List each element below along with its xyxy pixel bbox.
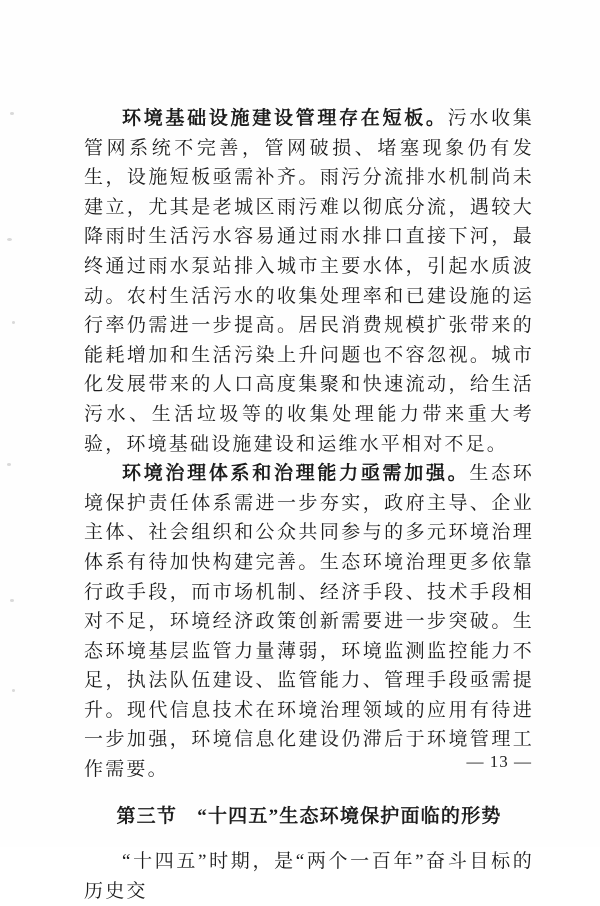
paragraph-governance — [84, 459, 534, 785]
paragraph-lead: 环境治理体系和治理能力亟需加强。 — [122, 463, 470, 485]
paragraph-lead: 环境基础设施建设管理存在短板。 — [122, 108, 448, 129]
page-number: — 13 — — [466, 752, 532, 771]
paragraph-closing: “十四五”时期，是“两个一百年”奋斗目标的历史交 — [84, 851, 534, 902]
scan-artifact — [7, 238, 12, 241]
paragraph-text: 污水收集管网系统不完善，管网破损、堵塞现象仍有发生，设施短板亟需补齐。雨污分流排水机制尚未建立，尤其是老城区雨污难以彻底分流，遇较大降雨时生活污水容易通过雨水排口直接下河，最终通过雨水泵站排入城市主要水体，引起水质波动。农村生活污水的收集处理率和已建设施的运行率仍需进一步提高。居民消费规模扩张带来的能耗增加和生活污染上升问题也不容忽视。城市化发展带来的人口高度集聚和快速流动，给生活污水、生活垃圾等的收集处理能力带来重大考验，环境基础设施建设和运维水平相对不足。 — [84, 108, 534, 455]
paragraph-text: 生态环境保护责任体系需进一步夯实，政府主导、企业主体、社会组织和公众共同参与的多元环境治理体系有待加快构建完善。生态环境治理更多依靠行政手段，而市场机制、经济手段、技术手段相对不足，环境经济政策创新需要进一步突破。生态环境基层监管力量薄弱，环境监测监控能力不足，执法队伍建设、监管能力、管理手段亟需提升。现代信息技术在环境治理领域的应用有待进一步加强，环境信息化建设仍滞后于环境管理工作需要。 — [84, 463, 534, 781]
paragraph-infrastructure — [84, 104, 534, 459]
scan-artifact — [7, 463, 11, 466]
section-heading: 第三节 “十四五”生态环境保护面临的形势 — [116, 805, 502, 827]
scan-artifact — [12, 689, 15, 692]
scan-artifact — [10, 599, 14, 602]
scan-artifact — [10, 112, 14, 115]
scan-artifact — [12, 321, 15, 324]
document-body — [84, 104, 534, 906]
